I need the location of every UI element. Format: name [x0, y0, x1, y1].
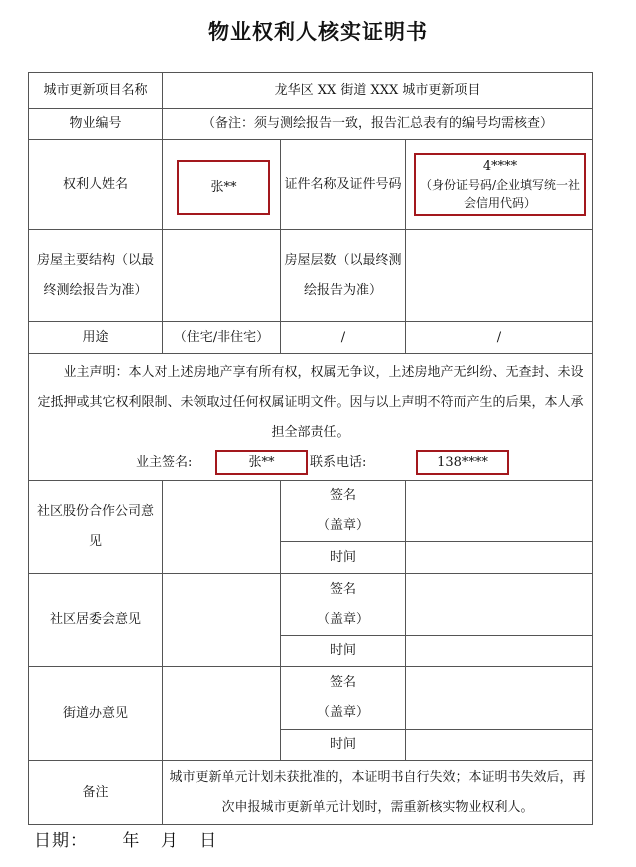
id-number-hint: （身份证号码/企业填写统一社会信用代码） — [419, 177, 581, 210]
id-label: 证件名称及证件号码 — [281, 140, 406, 230]
use-slash-2: / — [406, 322, 593, 354]
id-number-highlight — [414, 153, 586, 216]
owner-signature-label: 业主签名: — [136, 455, 193, 470]
residents-committee-opinion-label: 社区居委会意见 — [29, 574, 163, 667]
property-number-label: 物业编号 — [29, 109, 163, 140]
id-number-value: 4**** — [482, 158, 518, 174]
subdistrict-office-time-value — [406, 730, 593, 761]
floors-label: 房屋层数（以最终测绘报告为准） — [281, 230, 406, 322]
structure-label: 房屋主要结构（以最终测绘报告为准） — [29, 230, 163, 322]
remark-label: 备注 — [29, 761, 163, 825]
phone-highlight — [416, 450, 509, 475]
property-number-note: （备注：须与测绘报告一致，报告汇总表有的编号均需核查） — [163, 109, 593, 140]
page-title: 物业权利人核实证明书 — [208, 19, 428, 44]
floors-value — [406, 230, 593, 322]
community-company-opinion-value — [163, 481, 281, 574]
use-label: 用途 — [29, 322, 163, 354]
owner-name-highlight — [177, 160, 270, 215]
community-company-sign-value — [406, 481, 593, 542]
subdistrict-office-opinion-value — [163, 667, 281, 761]
community-company-opinion-label: 社区股份合作公司意见 — [29, 481, 163, 574]
residents-committee-opinion-value — [163, 574, 281, 667]
project-name-value: 龙华区 XX 街道 XXX 城市更新项目 — [163, 73, 593, 109]
use-slash-1: / — [281, 322, 406, 354]
owner-signature-value: 张** — [248, 454, 275, 470]
structure-value — [163, 230, 281, 322]
residents-committee-sign-label: 签名 （盖章） — [281, 574, 406, 636]
date-month: 月 — [160, 831, 179, 851]
date-label: 日期： — [34, 831, 88, 851]
community-company-sign-label: 签名 （盖章） — [281, 481, 406, 542]
subdistrict-office-opinion-label: 街道办意见 — [29, 667, 163, 761]
community-company-time-value — [406, 542, 593, 574]
date-line — [34, 826, 231, 851]
date-day: 日 — [199, 831, 218, 851]
declaration-text: 业主声明：本人对上述房地产享有所有权，权属无争议，上述房地产无纠纷、无查封、未设定抵押或其它权利限制、未领取过任何权属证明文件。因与以上声明不符而产生的后果，本人承担全部责任。 — [37, 365, 584, 440]
subdistrict-office-sign-value — [406, 667, 593, 730]
residents-committee-sign-value — [406, 574, 593, 636]
phone-label: 联系电话: — [310, 455, 367, 470]
residents-committee-time-label: 时间 — [281, 636, 406, 667]
residents-committee-time-value — [406, 636, 593, 667]
owner-name-label: 权利人姓名 — [29, 140, 163, 230]
date-year: 年 — [122, 831, 141, 851]
remark-text: 城市更新单元计划未获批准的，本证明书自行失效；本证明书失效后，再次申报城市更新单元计划时，需重新核实物业权利人。 — [163, 761, 593, 825]
project-name-label: 城市更新项目名称 — [29, 73, 163, 109]
phone-value: 138**** — [437, 454, 488, 470]
subdistrict-office-time-label: 时间 — [281, 730, 406, 761]
owner-signature-highlight — [215, 450, 308, 475]
community-company-time-label: 时间 — [281, 542, 406, 574]
owner-name-value: 张** — [210, 179, 237, 195]
subdistrict-office-sign-label: 签名 （盖章） — [281, 667, 406, 730]
use-options: （住宅/非住宅） — [163, 322, 281, 354]
